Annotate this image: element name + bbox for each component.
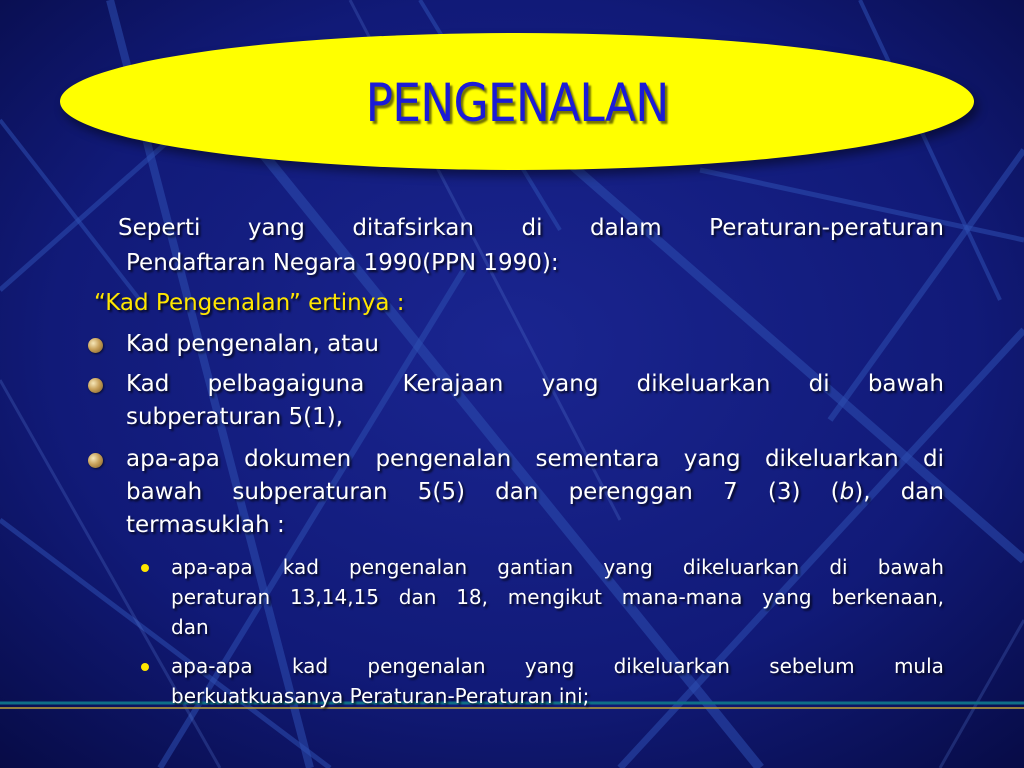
bullet-3-word: dan [900,479,944,505]
intro-line-2: Pendaftaran Negara 1990(PPN 1990): [126,250,559,276]
sub-bullet-1-word: yang [762,585,812,609]
bullet-3-line-1 [126,443,944,476]
intro-paragraph [118,212,944,245]
bullet-3-word: apa-apa [126,446,220,472]
intro-word: yang [247,215,305,241]
sub-bullet-1-word: gantian [497,555,574,579]
bullet-2-text [126,368,944,434]
sub-bullet-1-word: kad [282,555,319,579]
sub-bullet-1-line-2 [171,582,944,612]
bullet-3-word: dokumen [244,446,352,472]
bullet-3-word: dan [495,479,539,505]
sub-bullet-2-word: sebelum [769,654,855,678]
definition-heading: “Kad Pengenalan” ertinya : [94,290,405,316]
sub-bullet-1-word: apa-apa [171,555,253,579]
intro-line-1 [118,212,944,245]
sub-bullet-2-word: dikeluarkan [613,654,730,678]
sub-bullet-1-word: mana-mana [621,585,743,609]
bullet-1-text: Kad pengenalan, atau [126,331,379,357]
bullet-3-line-3: termasuklah : [126,512,285,538]
sub-bullet-1-word: di [829,555,848,579]
intro-word: ditafsirkan [352,215,474,241]
bullet-3-word: 5(5) [417,479,465,505]
bullet-3-word: subperaturan [232,479,388,505]
gold-sphere-bullet-icon [88,338,103,353]
bullet-3-word: 7 [723,479,738,505]
gold-sphere-bullet-icon [88,453,103,468]
sub-bullet-1-word: mengikut [507,585,602,609]
sub-bullet-2-word: mula [893,654,944,678]
sub-bullet-1-word: peraturan [171,585,271,609]
bullet-2-line-2: subperaturan 5(1), [126,404,344,430]
intro-word: di [521,215,543,241]
bullet-2-word: dikeluarkan [636,371,771,397]
bullet-3-text [126,443,944,542]
bullet-3-word: bawah [126,479,203,505]
sub-bullet-1-text [171,552,944,642]
sub-bullet-1-word: bawah [877,555,944,579]
intro-word: dalam [590,215,662,241]
sub-bullet-1-word: berkenaan, [831,585,944,609]
bullet-3-word: sementara [535,446,660,472]
bullet-2-word: di [808,371,830,397]
intro-word: Peraturan-peraturan [709,215,944,241]
bullet-3-word: (3) [767,479,801,505]
bullet-2-word: pelbagaiguna [207,371,365,397]
sub-bullet-2-word: kad [291,654,329,678]
bullet-3-line-2 [126,476,944,509]
sub-bullet-1-word: dan [398,585,437,609]
gold-sphere-bullet-icon [88,378,103,393]
bullet-3-word: b [839,479,855,505]
sub-bullet-2-line-1 [171,651,944,681]
sub-bullet-1-word: 18, [456,585,489,609]
yellow-dot-bullet-icon [141,663,149,671]
sub-bullet-1-word: dikeluarkan [682,555,800,579]
reference-b [831,476,871,509]
bullet-3-word: yang [683,446,741,472]
sub-bullet-1-word: pengenalan [349,555,468,579]
bullet-2-word: bawah [867,371,944,397]
slide-title: PENGENALAN [365,73,669,134]
sub-bullet-1-line-3: dan [171,615,209,639]
bullet-2-line-1 [126,368,944,401]
sub-bullet-1-word: yang [603,555,653,579]
bullet-3-word: ), [854,479,871,505]
bullet-3-word: pengenalan [375,446,512,472]
sub-bullet-2-word: pengenalan [367,654,486,678]
bullet-3-word: perenggan [568,479,693,505]
sub-bullet-2-word: apa-apa [171,654,253,678]
bullet-3-word: dikeluarkan [764,446,899,472]
sub-bullet-2-word: yang [524,654,575,678]
sub-bullet-2-text [171,651,944,711]
bullet-2-word: Kerajaan [402,371,504,397]
sub-bullet-1-line-1 [171,552,944,582]
bullet-2-word: Kad [126,371,170,397]
intro-word: Seperti [118,215,201,241]
yellow-dot-bullet-icon [141,564,149,572]
bullet-2-word: yang [541,371,599,397]
sub-bullet-1-word: 13,14,15 [289,585,379,609]
sub-bullet-2-line-2: berkuatkuasanya Peraturan-Peraturan ini; [171,684,590,708]
bullet-3-word: ( [830,479,840,505]
bullet-3-word: di [922,446,944,472]
